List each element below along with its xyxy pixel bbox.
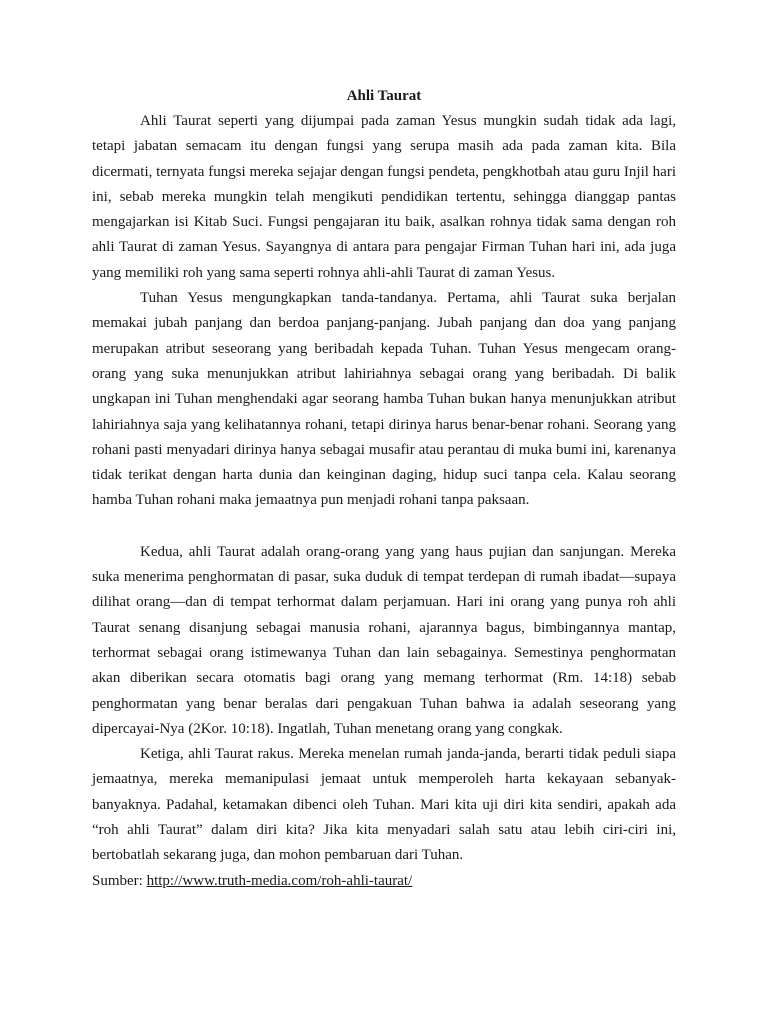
document-title: Ahli Taurat [346,88,422,104]
paragraph-intro: Ahli Taurat seperti yang dijumpai pada zaman Yesus mungkin sudah tidak ada lagi, tetapi jabatan semacam itu dengan fungsi yang serupa masih ada pada zaman kita. Bila dicermati, ternyata fungsi mereka sejajar dengan fungsi pendeta, pengkhotbah atau guru Injil hari ini, sebab mereka mungkin telah mengikuti pendidikan tertentu, sehingga dianggap pantas mengajarkan isi Kitab Suci. Fungsi pengajaran itu baik, asalkan rohnya tidak sama dengan roh ahli Taurat di zaman Yesus. Sayangnya di antara para pengajar Firman Tuhan hari ini, ada juga yang memiliki roh yang sama seperti rohnya ahli-ahli Taurat di zaman Yesus. [92,113,676,281]
paragraph-spacer [92,514,676,540]
source-label: Sumber: [92,872,147,889]
document-page [92,84,676,894]
paragraph-first-sign: Tuhan Yesus mengungkapkan tanda-tandanya. Pertama, ahli Taurat suka berjalan memakai jubah panjang dan berdoa panjang-panjang. Jubah panjang dan doa yang panjang merupakan atribut seseorang yang beribadah kepada Tuhan. Tuhan Yesus mengecam orang-orang yang suka menunjukkan atribut lahiriahnya sebagai orang yang beribadah. Di balik ungkapan ini Tuhan menghendaki agar seorang hamba Tuhan bukan hanya menunjukkan atribut lahiriahnya saja yang kelihatannya rohani, tetapi dirinya harus benar-benar rohani. Seorang yang rohani pasti menyadari dirinya hanya sebagai musafir atau perantau di muka bumi ini, karenanya tidak terikat dengan harta dunia dan keinginan daging, hidup suci tanpa cela. Kalau seorang hamba Tuhan rohani maka jemaatnya pun menjadi rohani tanpa paksaan. [92,290,676,509]
paragraph-third-sign: Ketiga, ahli Taurat rakus. Mereka menelan rumah janda-janda, berarti tidak peduli siapa jemaatnya, mereka memanipulasi jemaat untuk memperoleh harta kekayaan sebanyak-banyaknya. Padahal, ketamakan dibenci oleh Tuhan. Mari kita uji diri kita sendiri, apakah ada “roh ahli Taurat” dalam diri kita? Jika kita menyadari salah satu atau lebih ciri-ciri ini, bertobatlah sekarang juga, dan mohon pembaruan dari Tuhan. [92,746,676,864]
paragraph-second-sign: Kedua, ahli Taurat adalah orang-orang yang yang haus pujian dan sanjungan. Mereka suka menerima penghormatan di pasar, suka duduk di tempat terdepan di rumah ibadat—supaya dilihat orang—dan di tempat terhormat dalam perjamuan. Hari ini orang yang punya roh ahli Taurat senang disanjung sebagai manusia rohani, ajarannya bagus, bimbingannya mantap, terhormat sebagai orang istimewanya Tuhan dan lain sebagainya. Semestinya penghormatan akan diberikan secara otomatis bagi orang yang memang terhormat (Rm. 14:18) sebab penghormatan yang benar beralas dari pengakuan Tuhan bahwa ia adalah seseorang yang dipercayai-Nya (2Kor. 10:18). Ingatlah, Tuhan menetang orang yang congkak. [92,543,676,737]
source-line [92,869,676,894]
source-link[interactable]: http://www.truth-media.com/roh-ahli-taurat/ [146,872,413,889]
